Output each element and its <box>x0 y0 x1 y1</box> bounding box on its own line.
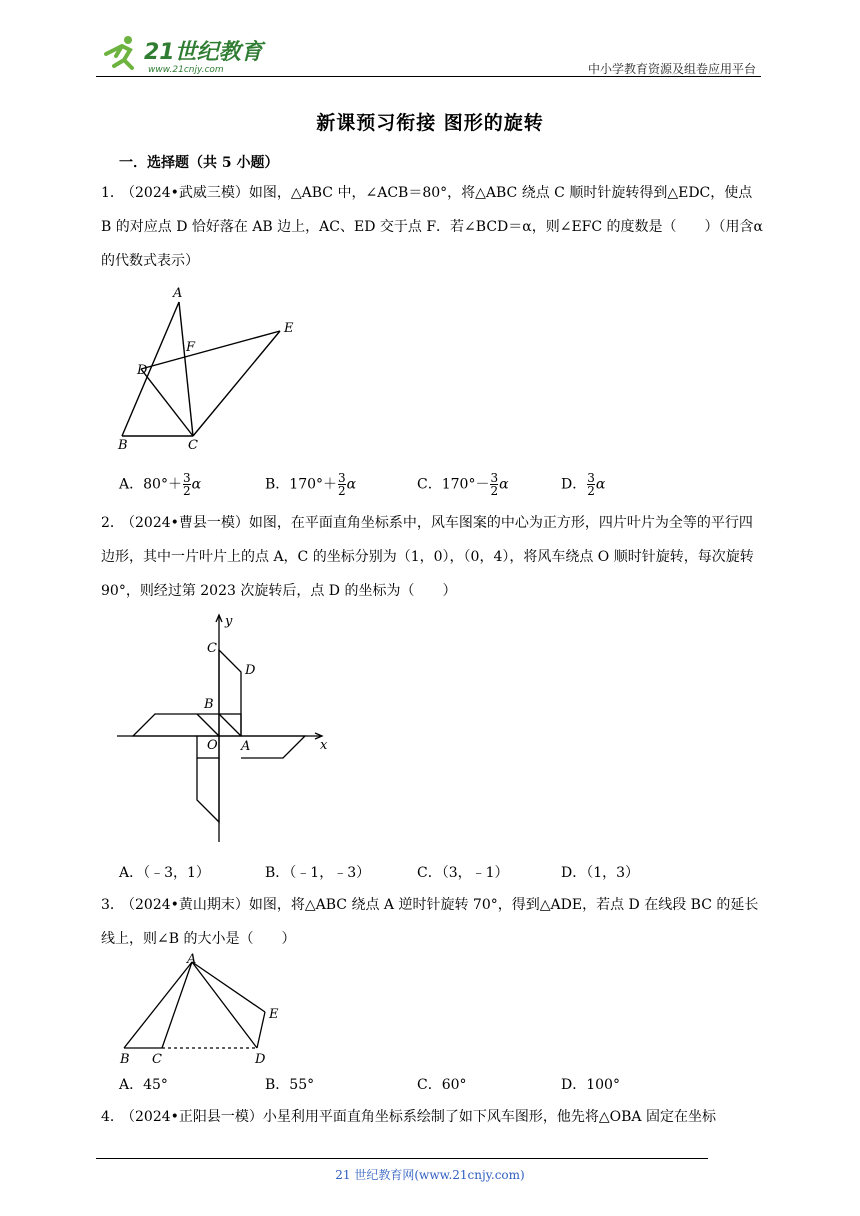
label-D: D <box>137 363 148 378</box>
label-B: B <box>120 1052 130 1067</box>
site-logo <box>96 32 276 76</box>
question-text: （2024•黄山期末）如图，将△ABC 绕点 A 逆时针旋转 70°，得到△ADE，若点 D 在线段 BC 的延长线上，则∠B 的大小是（ ） <box>101 897 759 947</box>
question-number: 3． <box>101 897 124 913</box>
option-c[interactable]: C．170°－ $\frac{3}{2}$ α <box>417 471 509 498</box>
footer-text[interactable]: 21 世纪教育网(www.21cnjy.com) <box>335 1168 525 1182</box>
label-A: A <box>241 739 251 754</box>
label-F: F <box>186 340 196 355</box>
option-d[interactable]: D．（1，3） <box>561 865 640 881</box>
question-number: 2． <box>101 515 124 531</box>
label-B: B <box>118 438 128 452</box>
runner-icon <box>106 36 132 68</box>
label-O: O <box>207 738 218 753</box>
page-title: 新课预习衔接 图形的旋转 <box>316 112 544 134</box>
label-y: y <box>225 614 233 629</box>
question-number: 4． <box>101 1109 124 1125</box>
figure-q3 <box>112 950 302 1070</box>
label-C: C <box>207 641 217 656</box>
option-b[interactable]: B．（﹣1，﹣3） <box>265 865 371 881</box>
option-d[interactable]: D．100° <box>561 1077 620 1093</box>
option-b[interactable]: B．170°＋ $\frac{3}{2}$ α <box>265 471 357 498</box>
question-4 <box>101 1100 765 1134</box>
section-heading: 一．选择题（共 5 小题） <box>119 155 279 171</box>
question-text: （2024•正阳县一模）小星利用平面直角坐标系绘制了如下风车图形，他先将△OBA 固定在坐标 <box>121 1109 716 1125</box>
option-a[interactable]: A．（﹣3，1） <box>119 865 210 881</box>
label-C: C <box>152 1052 162 1067</box>
question-number: 1． <box>101 185 124 201</box>
label-B: B <box>204 697 214 712</box>
label-C: C <box>188 438 198 452</box>
question-3 <box>101 888 765 956</box>
option-c[interactable]: C．60° <box>417 1077 467 1093</box>
option-a[interactable]: A．45° <box>119 1077 168 1093</box>
header-rule <box>96 76 761 77</box>
question-text: （2024•武威三模）如图，△ABC 中，∠ACB＝80°，将△ABC 绕点 C 顺时针旋转得到△EDC，使点 B 的对应点 D 恰好落在 AB 边上，AC、ED 交于点 F．若∠BCD＝α，则∠EFC 的度数是（ ）（用含α的代数式表示） <box>101 185 763 269</box>
label-E: E <box>284 321 294 336</box>
label-A: A <box>173 286 183 301</box>
figure-q1 <box>110 282 310 452</box>
option-b[interactable]: B．55° <box>265 1077 315 1093</box>
label-D: D <box>245 663 256 678</box>
question-2 <box>101 506 765 608</box>
platform-name: 中小学教育资源及组卷应用平台 <box>587 62 756 76</box>
question-text: （2024•曹县一模）如图，在平面直角坐标系中，风车图案的中心为正方形，四片叶片为全等的平行四边形，其中一片叶片上的点 A，C 的坐标分别为（1，0），（0，4），将风车绕点 O 顺时针旋转，每次旋转 90°，则经过第 2023 次旋转后，点 D 的坐标为（ ） <box>101 515 754 599</box>
label-D: D <box>255 1052 266 1067</box>
footer-rule <box>96 1158 708 1159</box>
logo-url: www.21cnjy.com <box>148 65 224 75</box>
label-E: E <box>269 1007 279 1022</box>
logo-text: 21世纪教育 <box>144 40 263 65</box>
option-d[interactable]: D． $\frac{3}{2}$ α <box>561 471 606 498</box>
question-1 <box>101 176 765 278</box>
label-x: x <box>320 738 328 753</box>
option-c[interactable]: C．（3，﹣1） <box>417 865 509 881</box>
figure-q2 <box>112 610 342 850</box>
option-a[interactable]: A．80°＋ $\frac{3}{2}$ α <box>119 471 202 498</box>
label-A: A <box>187 952 197 967</box>
